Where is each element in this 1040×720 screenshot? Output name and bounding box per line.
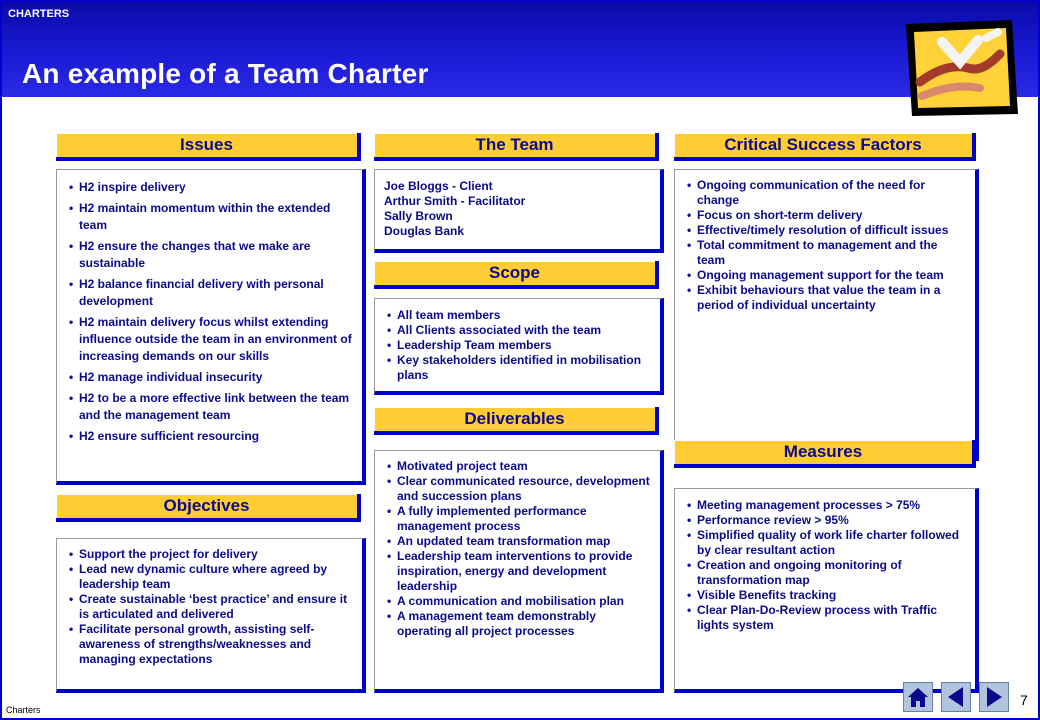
home-button[interactable]	[903, 682, 933, 712]
scope-panel	[374, 298, 664, 395]
footer-label: Charters	[6, 705, 41, 715]
scope-item: • All Clients associated with the team	[383, 323, 652, 338]
csf-item: • Total commitment to management and the team	[683, 238, 967, 268]
next-icon	[980, 683, 1008, 711]
scope-item: • All team members	[383, 308, 652, 323]
objective-item: • Create sustainable ‘best practice’ and ensure it is articulated and delivered	[65, 592, 354, 622]
team-member: Joe Bloggs - Client	[384, 179, 493, 193]
team-panel	[374, 169, 664, 253]
deliverable-item: • Leadership team interventions to provide inspiration, energy and development leadership	[383, 549, 652, 594]
measure-item: • Meeting management processes > 75%	[683, 498, 967, 513]
home-icon	[904, 683, 932, 711]
deliverable-item: • A communication and mobilisation plan	[383, 594, 652, 609]
teamwork-hands-clipart	[902, 18, 1022, 118]
page-title: An example of a Team Charter	[22, 58, 429, 89]
team-heading: The Team	[374, 133, 659, 161]
issue-item: • H2 to be a more effective link between the team and the management team	[65, 390, 354, 424]
measure-item: • Clear Plan-Do-Review process with Traffic lights system	[683, 603, 967, 633]
objective-item: • Lead new dynamic culture where agreed by leadership team	[65, 562, 354, 592]
issue-item: • H2 maintain momentum within the extended team	[65, 200, 354, 234]
objectives-panel	[56, 538, 366, 693]
measure-item: • Performance review > 95%	[683, 513, 967, 528]
scope-item: • Key stakeholders identified in mobilisation plans	[383, 353, 652, 383]
issue-item: • H2 ensure sufficient resourcing	[65, 428, 354, 445]
objective-item: • Support the project for delivery	[65, 547, 354, 562]
issue-item: • H2 ensure the changes that we make are sustainable	[65, 238, 354, 272]
previous-button[interactable]	[941, 682, 971, 712]
previous-icon	[942, 683, 970, 711]
issue-item: • H2 maintain delivery focus whilst extending influence outside the team in an environment of increasing demands on our skills	[65, 314, 354, 365]
csf-item: • Ongoing management support for the team	[683, 268, 967, 283]
deliverable-item: • Clear communicated resource, development and succession plans	[383, 474, 652, 504]
scope-heading: Scope	[374, 261, 659, 289]
page-number: 7	[1020, 692, 1028, 708]
team-member: Arthur Smith - Facilitator	[384, 194, 526, 208]
measures-panel	[674, 488, 979, 693]
csf-item: • Exhibit behaviours that value the team in a period of individual uncertainty	[683, 283, 967, 313]
team-member: Sally Brown	[384, 209, 453, 223]
issue-item: • H2 inspire delivery	[65, 179, 354, 196]
deliverable-item: • An updated team transformation map	[383, 534, 652, 549]
objectives-heading: Objectives	[56, 494, 361, 522]
issues-heading: Issues	[56, 133, 361, 161]
header-banner	[2, 2, 1038, 97]
measure-item: • Simplified quality of work life charter followed by clear resultant action	[683, 528, 967, 558]
measure-item: • Visible Benefits tracking	[683, 588, 967, 603]
measure-item: • Creation and ongoing monitoring of transformation map	[683, 558, 967, 588]
csf-item: • Focus on short-term delivery	[683, 208, 967, 223]
deliverables-panel	[374, 450, 664, 693]
issue-item: • H2 balance financial delivery with personal development	[65, 276, 354, 310]
section-tag: CHARTERS	[8, 8, 70, 20]
csf-panel	[674, 169, 979, 461]
csf-item: • Effective/timely resolution of difficult issues	[683, 223, 967, 238]
issue-item: • H2 manage individual insecurity	[65, 369, 354, 386]
issues-panel	[56, 169, 366, 485]
csf-heading: Critical Success Factors	[674, 133, 976, 161]
scope-item: • Leadership Team members	[383, 338, 652, 353]
deliverable-item: • A fully implemented performance management process	[383, 504, 652, 534]
deliverable-item: • A management team demonstrably operating all project processes	[383, 609, 652, 639]
next-button[interactable]	[979, 682, 1009, 712]
deliverable-item: • Motivated project team	[383, 459, 652, 474]
csf-item: • Ongoing communication of the need for change	[683, 178, 967, 208]
measures-heading: Measures	[674, 440, 976, 468]
objective-item: • Facilitate personal growth, assisting self-awareness of strengths/weaknesses and managing expectations	[65, 622, 354, 667]
team-member: Douglas Bank	[384, 224, 465, 238]
deliverables-heading: Deliverables	[374, 407, 659, 435]
